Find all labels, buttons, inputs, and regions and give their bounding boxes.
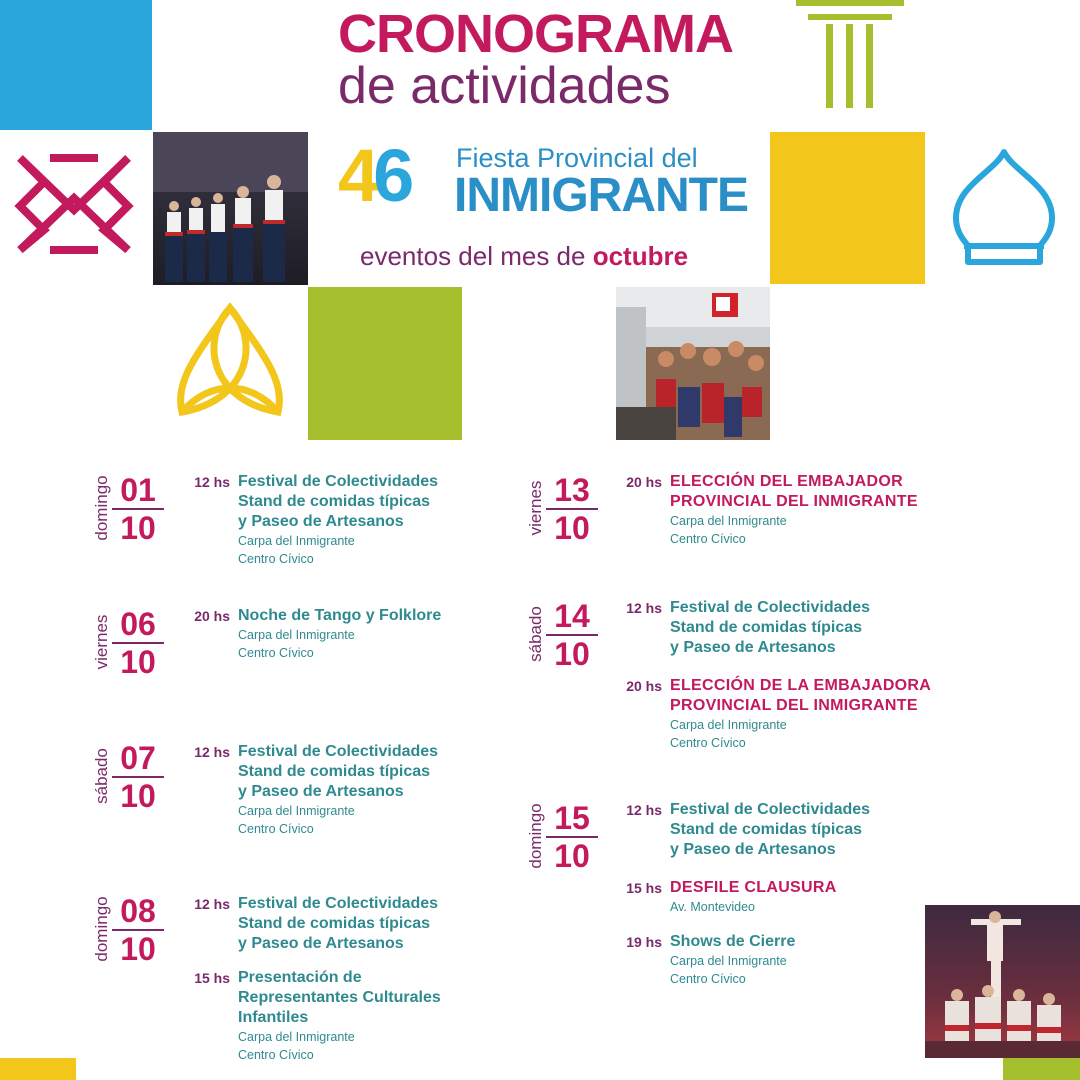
- day-number: 01: [120, 472, 156, 508]
- day-number: 14: [554, 598, 590, 634]
- event-location: Carpa del Inmigrante Centro Cívico: [670, 954, 787, 986]
- day-number: 08: [120, 893, 156, 929]
- dancers-photo: [153, 132, 308, 285]
- event-title: Festival de Colectividades Stand de comidas típicas y Paseo de Artesanos: [238, 895, 439, 952]
- weekday-label: sábado: [526, 606, 545, 662]
- festival-digit-four: 4: [338, 134, 374, 217]
- event-time: 12 hs: [194, 744, 230, 760]
- event-location: Carpa del Inmigrante Centro Cívico: [670, 514, 787, 546]
- event-title: Festival de Colectividades Stand de comidas típicas y Paseo de Artesanos: [238, 743, 439, 800]
- event-title: Festival de Colectividades Stand de comidas típicas y Paseo de Artesanos: [670, 599, 871, 656]
- yellow-block: [770, 132, 925, 284]
- month-number: 10: [120, 931, 156, 967]
- event-time: 12 hs: [626, 600, 662, 616]
- weekday-label: sábado: [92, 748, 111, 804]
- month-number: 10: [554, 636, 590, 672]
- event-time: 12 hs: [626, 802, 662, 818]
- festival-digit-six: 6: [373, 134, 409, 217]
- event-time: 20 hs: [626, 678, 662, 694]
- event-location: Av. Montevideo: [670, 900, 756, 914]
- festival-name-line2: INMIGRANTE: [454, 169, 748, 222]
- event-time: 20 hs: [626, 474, 662, 490]
- event-title: DESFILE CLAUSURA: [670, 879, 837, 896]
- day-number: 07: [120, 740, 156, 776]
- event-title: ELECCIÓN DEL EMBAJADOR PROVINCIAL DEL INMIGRANTE: [670, 473, 918, 510]
- dome-icon: [944, 146, 1064, 268]
- month-number: 10: [120, 510, 156, 546]
- event-time: 20 hs: [194, 608, 230, 624]
- event-title: Noche de Tango y Folklore: [238, 607, 442, 624]
- month-subtitle-prefix: eventos del mes de: [360, 241, 593, 271]
- green-block: [308, 287, 462, 440]
- month-number: 10: [554, 510, 590, 546]
- event-time: 12 hs: [194, 896, 230, 912]
- month-number: 10: [120, 778, 156, 814]
- parade-photo: [616, 287, 770, 440]
- event-time: 19 hs: [626, 934, 662, 950]
- date-badge: [90, 740, 180, 820]
- date-badge: [90, 472, 180, 552]
- day-number: 15: [554, 800, 590, 836]
- weekday-label: viernes: [92, 614, 111, 670]
- event-location: Carpa del Inmigrante Centro Cívico: [238, 628, 355, 660]
- date-badge: [524, 800, 614, 880]
- festival-name-line1: Fiesta Provincial del: [456, 143, 698, 173]
- event-location: Carpa del Inmigrante Centro Cívico: [238, 1030, 355, 1062]
- event-title: Shows de Cierre: [670, 933, 796, 950]
- weekday-label: domingo: [92, 475, 111, 541]
- date-badge: [524, 598, 614, 678]
- weekday-label: domingo: [526, 803, 545, 869]
- event-title: Festival de Colectividades Stand de comidas típicas y Paseo de Artesanos: [670, 801, 871, 858]
- event-title: Festival de Colectividades Stand de comidas típicas y Paseo de Artesanos: [238, 473, 439, 530]
- month-subtitle-month: octubre: [592, 241, 689, 271]
- day-number: 06: [120, 606, 156, 642]
- weekday-label: domingo: [92, 896, 111, 962]
- event-title: ELECCIÓN DE LA EMBAJADORA PROVINCIAL DEL INMIGRANTE: [670, 677, 932, 714]
- green-corner-block: [1003, 1058, 1080, 1080]
- date-badge: [524, 472, 614, 552]
- event-time: 12 hs: [194, 474, 230, 490]
- event-location: Carpa del Inmigrante Centro Cívico: [238, 804, 355, 836]
- month-number: 10: [120, 644, 156, 680]
- festival-edition-number: [338, 136, 408, 216]
- event-location: Carpa del Inmigrante Centro Cívico: [670, 718, 787, 750]
- date-badge: [90, 893, 180, 973]
- month-number: 10: [554, 838, 590, 874]
- page-title: CRONOGRAMA: [338, 4, 733, 64]
- yellow-corner-block: [0, 1058, 76, 1080]
- month-subtitle: [360, 240, 688, 272]
- cross-knot-icon: [14, 148, 134, 260]
- column-icon: [790, 0, 910, 112]
- date-badge: [90, 606, 180, 686]
- event-title: Presentación de Representantes Culturales Infantiles: [238, 969, 441, 1026]
- page-subtitle: de actividades: [338, 57, 671, 115]
- day-number: 13: [554, 472, 590, 508]
- blue-block: [0, 0, 152, 130]
- weekday-label: viernes: [526, 480, 545, 536]
- triquetra-icon: [170, 300, 290, 422]
- event-time: 15 hs: [626, 880, 662, 896]
- event-time: 15 hs: [194, 970, 230, 986]
- event-location: Carpa del Inmigrante Centro Cívico: [238, 534, 355, 566]
